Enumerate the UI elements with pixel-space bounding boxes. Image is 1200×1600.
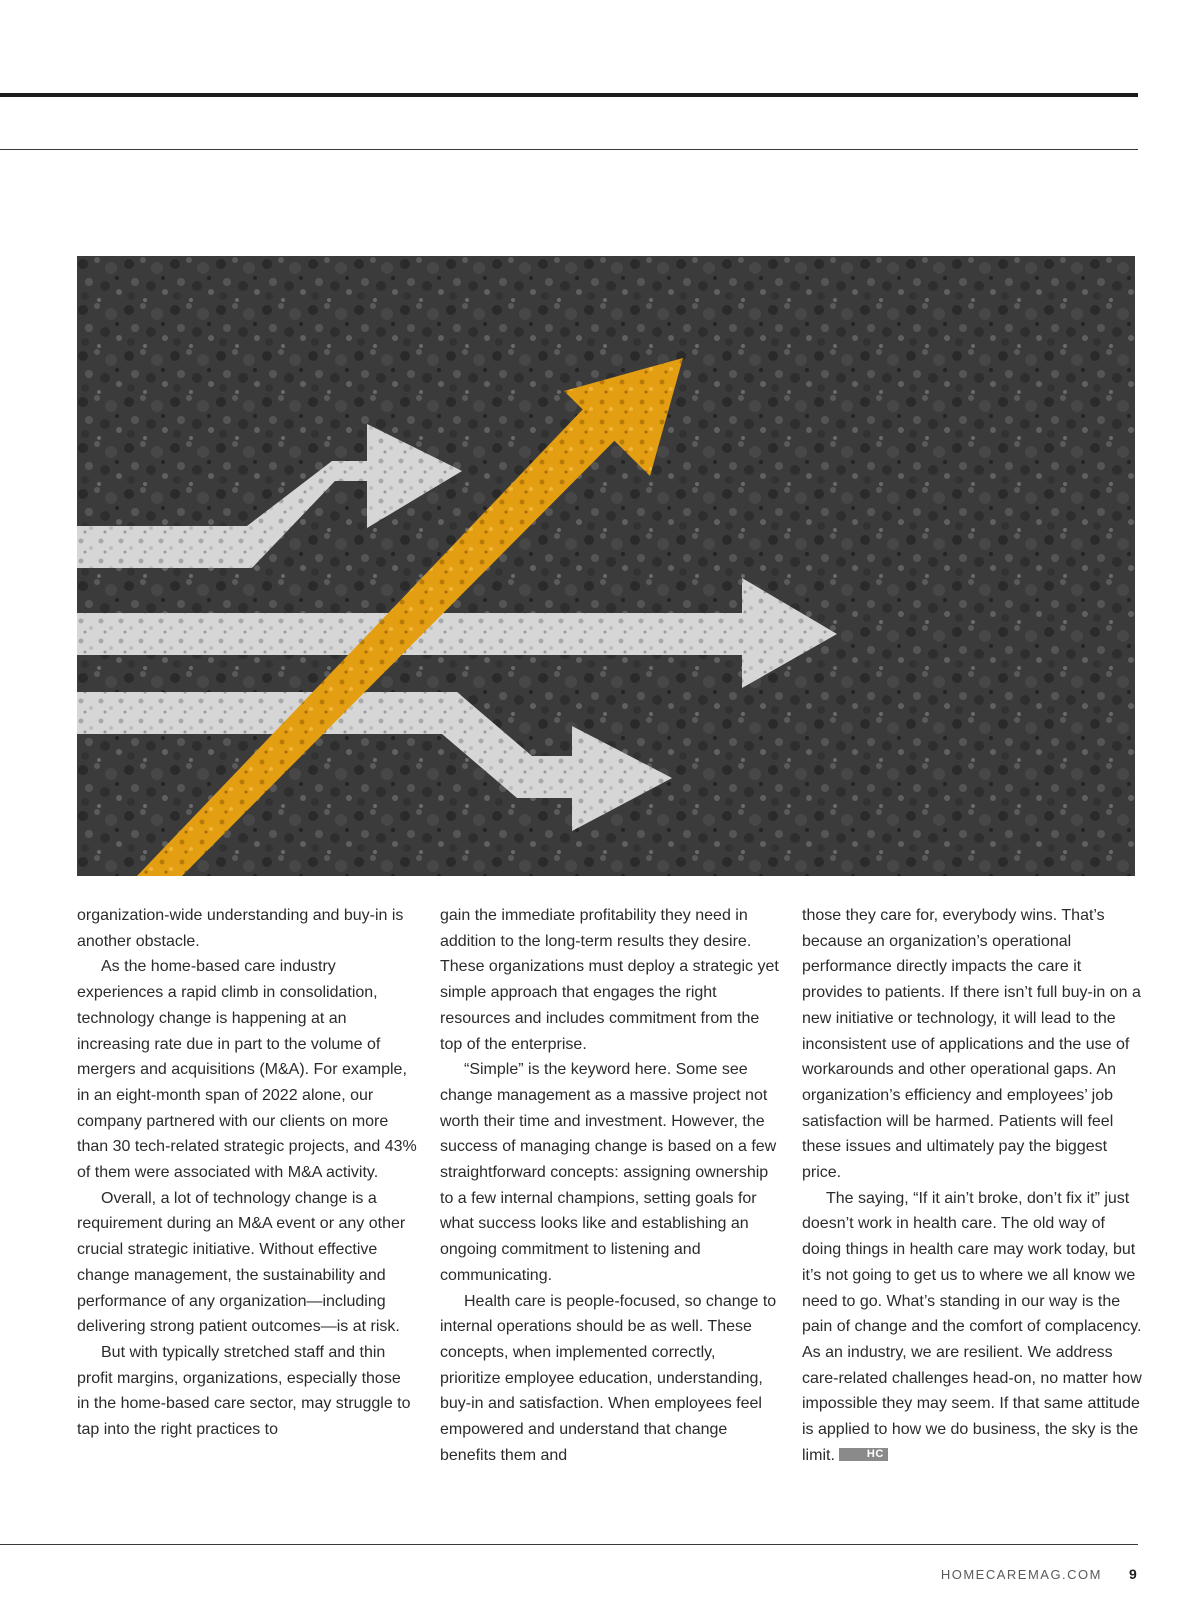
footer-site-url: HOMECAREMAG.COM (940, 1567, 1102, 1582)
paragraph: organization-wide understanding and buy-in is another obstacle. (77, 907, 404, 950)
paragraph (802, 1186, 1142, 1469)
page-number: 9 (1129, 1566, 1137, 1582)
paragraph: Overall, a lot of technology change is a requirement during an M&A event or any other crucial strategic initiative. Without effective change management, the sustainability and performance of any organization—including delivering strong patient outcomes—is at risk. (77, 1189, 406, 1336)
hero-image (77, 256, 1135, 876)
footer-rule (0, 1544, 1138, 1545)
road-arrows-illustration (77, 256, 1135, 876)
paragraph-text: The saying, “If it ain’t broke, don’t fix it” just doesn’t work in health care. The old way of doing things in health care may work today, but it’s not going to get us to where we all know we need to go. What’s standing in our way is the pain of change and the comfort of complacency. As an industry, we are resilient. We address care-related challenges head-on, no matter how impossible they may seem. If that same attitude is applied to how we do business, the sky is the limit. (802, 1189, 1142, 1464)
paragraph: gain the immediate profitability they need in addition to the long-term results they desire. These organizations must deploy a strategic yet simple approach that engages the right resources and includes commitment from the top of the enterprise. (440, 907, 779, 1053)
paragraph: “Simple” is the keyword here. Some see change management as a massive project not worth their time and investment. However, the success of managing change is based on a few straightforward concepts: assigning ownership to a few internal champions, setting goals for what success looks like and establishing an ongoing commitment to listening and communicating. (440, 1061, 777, 1284)
header-rule-thin (0, 149, 1138, 150)
paragraph: Health care is people-focused, so change to internal operations should be as well. These concepts, when implemented correctly, prioritize employee education, understanding, buy-in and satisfaction. When employees feel empowered and understand that change benefits them and (440, 1292, 777, 1464)
paragraph: As the home-based care industry experiences a rapid climb in consolidation, technology change is happening at an increasing rate due in part to the volume of mergers and acquisitions (M&A). For example, in an eight-month span of 2022 alone, our company partnered with our clients on more than 30 tech-related strategic projects, and 43% of them were associated with M&A activity. (77, 958, 417, 1182)
text-column-1 (77, 903, 417, 1443)
paragraph: those they care for, everybody wins. That’s because an organization’s operational performance directly impacts the care it provides to patients. If there isn’t full buy-in on a new initiative or technology, it will lead to the inconsistent use of applications and the use of workarounds and other operational gaps. An organization’s efficiency and employees’ job satisfaction will be harmed. Patients will feel these issues and ultimately pay the biggest price. (802, 907, 1141, 1182)
text-column-2 (440, 903, 780, 1468)
end-mark-badge: HC (839, 1448, 888, 1461)
header-rule-thick (0, 93, 1138, 97)
paragraph: But with typically stretched staff and thin profit margins, organizations, especially those in the home-based care sector, may struggle to tap into the right practices to (77, 1343, 411, 1439)
text-column-3 (802, 903, 1142, 1468)
